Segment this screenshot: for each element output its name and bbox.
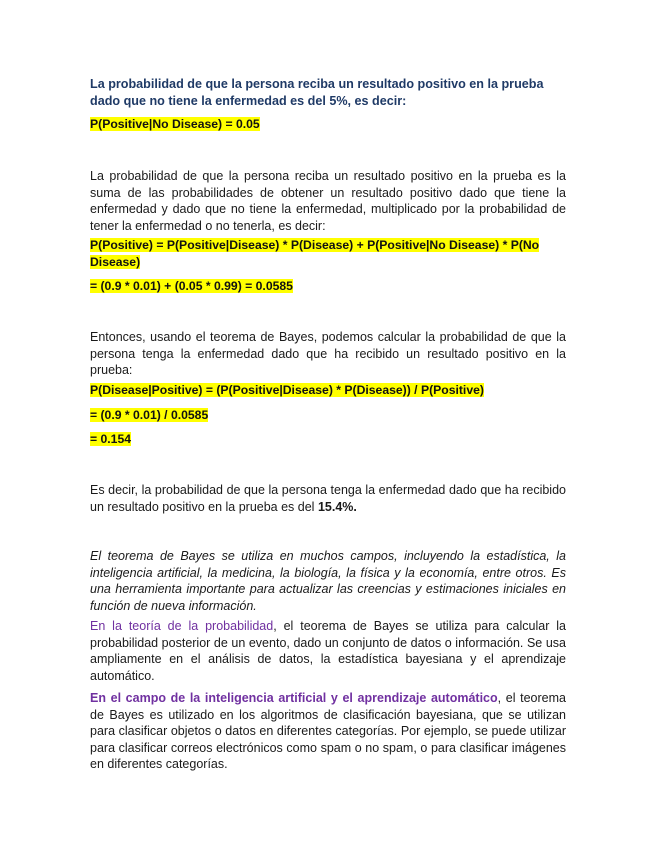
equation-bayes-text: P(Disease|Positive) = (P(Positive|Disease) * P(Disease)) / P(Positive) [90, 383, 484, 397]
ai-ml-label: En el campo de la inteligencia artificial y el aprendizaje automático [90, 691, 498, 705]
equation-bayes-calc-text: = (0.9 * 0.01) / 0.0585 [90, 408, 209, 422]
equation-positive-calc-text: = (0.9 * 0.01) + (0.05 * 0.99) = 0.0585 [90, 279, 293, 293]
equation-no-disease [90, 116, 566, 133]
equation-no-disease-text: P(Positive|No Disease) = 0.05 [90, 117, 260, 131]
equation-bayes [90, 382, 566, 399]
paragraph-ai-ml [90, 690, 566, 773]
equation-positive-text: P(Positive) = P(Positive|Disease) * P(Disease) + P(Positive|No Disease) * P(No Disease) [90, 238, 540, 269]
equation-positive [90, 237, 566, 270]
conclusion-value: 15.4%. [317, 499, 357, 514]
paragraph-conclusion [90, 482, 566, 515]
paragraph-bayes: Entonces, usando el teorema de Bayes, podemos calcular la probabilidad de que la persona tenga la enfermedad dado que ha recibido un resultado positivo en la prueba: [90, 330, 566, 377]
paragraph-probability-theory [90, 618, 566, 684]
equation-result [90, 431, 566, 448]
equation-bayes-calc [90, 407, 566, 424]
paragraph-bayes-fields: El teorema de Bayes se utiliza en muchos campos, incluyendo la estadística, la inteligencia artificial, la medicina, la biología, la física y la economía, entre otros. Es una herramienta importante para actualizar las creencias y estimaciones iniciales en función de nueva información. [90, 549, 566, 613]
equation-result-text: = 0.154 [90, 432, 132, 446]
conclusion-text: Es decir, la probabilidad de que la persona tenga la enfermedad dado que ha recibido un resultado positivo en la prueba es del [90, 483, 566, 514]
probability-theory-text: , el teorema de Bayes se utiliza para calcular la probabilidad posterior de un evento, dado un conjunto de datos o información. Se usa ampliamente en el análisis de datos, la estadística bayesiana y el aprendizaje automático. [90, 619, 566, 683]
ai-ml-text: , el teorema de Bayes es utilizado en los algoritmos de clasificación bayesiana, que se utilizan para clasificar objetos o datos en diferentes categorías. Por ejemplo, se puede utilizar para clasificar correos electrónicos como spam o no spam, o para clasificar imágenes en diferentes categorías. [90, 691, 566, 771]
section-heading: La probabilidad de que la persona reciba un resultado positivo en la prueba dado que no tiene la enfermedad es del 5%, es decir: [90, 77, 544, 108]
paragraph-sum: La probabilidad de que la persona reciba un resultado positivo en la prueba es la suma de las probabilidades de obtener un resultado positivo dado que tiene la enfermedad y dado que no tiene la enfermedad, multiplicado por la probabilidad de tener la enfermedad o no tenerla, es decir: [90, 169, 566, 233]
probability-theory-label: En la teoría de la probabilidad [90, 619, 274, 633]
equation-positive-calc [90, 278, 566, 295]
